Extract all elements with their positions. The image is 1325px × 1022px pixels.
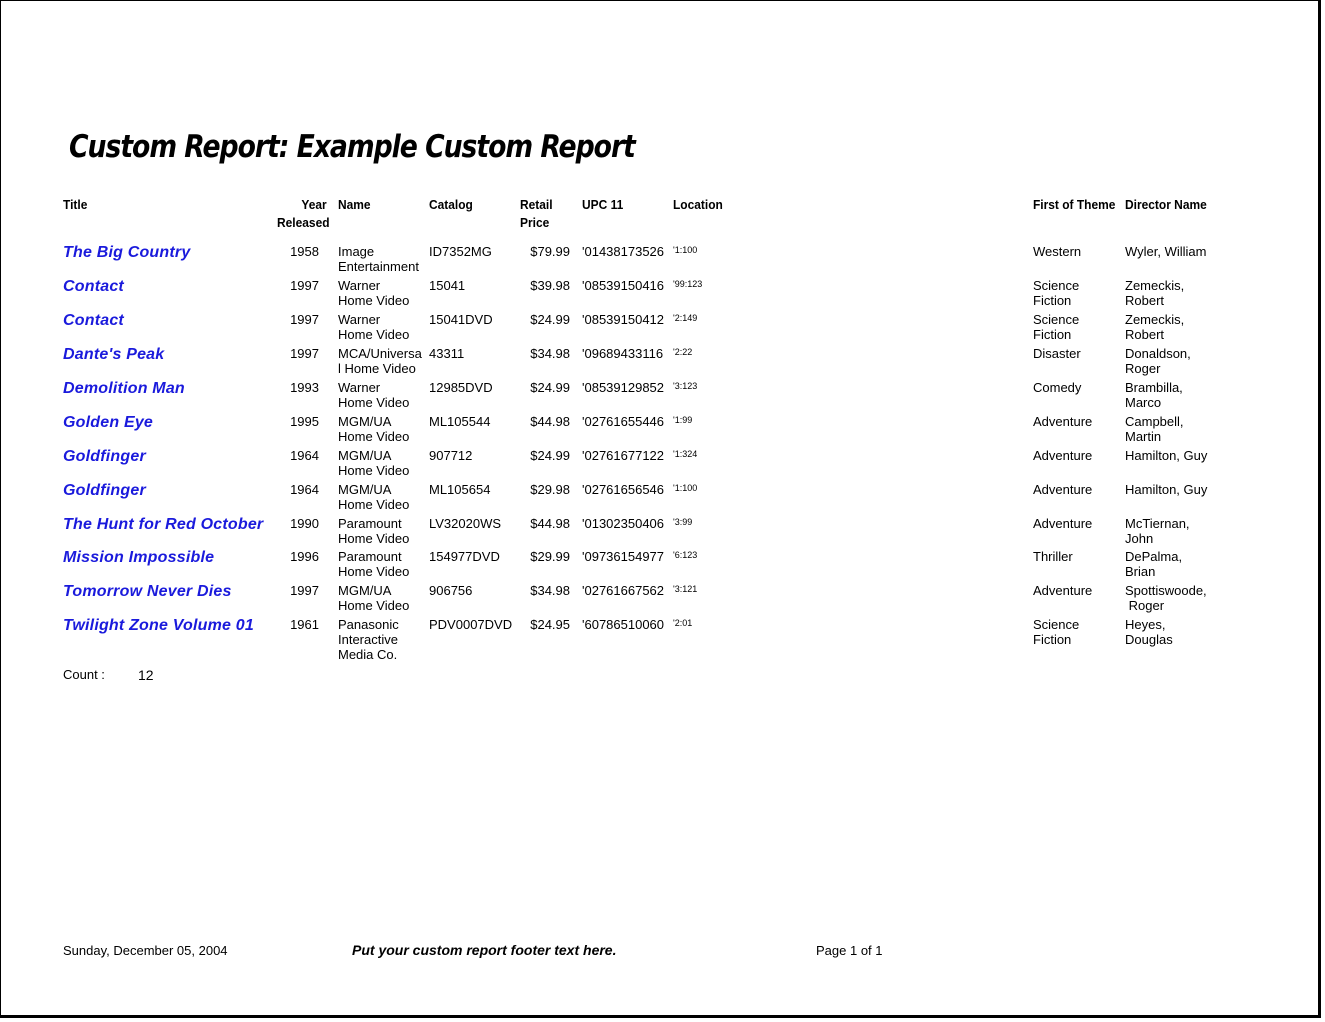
cell-catalog: 907712 — [429, 448, 473, 463]
cell-name: MGM/UA Home Video — [338, 414, 410, 444]
col-header-director: Director Name — [1125, 197, 1207, 212]
cell-name: Paramount Home Video — [338, 516, 410, 546]
col-header-year-line1: Year — [301, 197, 327, 212]
col-header-retail-price — [520, 196, 553, 232]
cell-price: $29.98 — [530, 482, 570, 497]
cell-director: Heyes, Douglas — [1125, 617, 1173, 647]
col-header-upc: UPC 11 — [582, 197, 624, 212]
cell-name: MGM/UA Home Video — [338, 583, 410, 613]
cell-upc: '08539129852 — [582, 380, 665, 395]
cell-theme: Science Fiction — [1033, 312, 1080, 342]
cell-theme: Adventure — [1033, 583, 1093, 598]
cell-name: MCA/Universa l Home Video — [338, 346, 422, 376]
cell-location: '3:123 — [673, 381, 698, 391]
cell-year: 1996 — [290, 549, 319, 564]
cell-location: '1:99 — [673, 415, 693, 425]
cell-catalog: 43311 — [429, 346, 465, 361]
count-label: Count : — [63, 667, 105, 682]
cell-name: MGM/UA Home Video — [338, 482, 410, 512]
cell-catalog: 906756 — [429, 583, 473, 598]
cell-theme: Adventure — [1033, 414, 1093, 429]
cell-title: Contact — [63, 278, 124, 295]
cell-director: Zemeckis, Robert — [1125, 278, 1185, 308]
cell-year: 1993 — [290, 380, 319, 395]
cell-catalog: ML105544 — [429, 414, 491, 429]
cell-name: Image Entertainment — [338, 244, 419, 274]
cell-title: The Hunt for Red October — [63, 516, 264, 533]
cell-theme: Disaster — [1033, 346, 1081, 361]
cell-theme: Western — [1033, 244, 1082, 259]
col-header-year-line2: Released — [277, 215, 330, 230]
cell-theme: Adventure — [1033, 448, 1093, 463]
cell-title: Mission Impossible — [63, 549, 215, 566]
count-value: 12 — [138, 667, 154, 683]
cell-name: Warner Home Video — [338, 278, 410, 308]
col-header-year — [277, 196, 330, 232]
cell-price: $39.98 — [530, 278, 570, 293]
cell-catalog: 15041 — [429, 278, 466, 293]
cell-price: $24.99 — [530, 380, 570, 395]
footer-date: Sunday, December 05, 2004 — [63, 943, 228, 958]
cell-location: '3:121 — [673, 584, 698, 594]
cell-year: 1990 — [290, 516, 319, 531]
cell-price: $34.98 — [530, 583, 570, 598]
cell-name: Paramount Home Video — [338, 549, 410, 579]
cell-upc: '08539150416 — [582, 278, 665, 293]
cell-name: Warner Home Video — [338, 380, 410, 410]
cell-upc: '60786510060 — [582, 617, 665, 632]
cell-name: MGM/UA Home Video — [338, 448, 410, 478]
cell-title: Goldfinger — [63, 482, 146, 499]
cell-theme: Adventure — [1033, 516, 1093, 531]
cell-catalog: 12985DVD — [429, 380, 493, 395]
cell-year: 1997 — [290, 312, 319, 327]
cell-year: 1995 — [290, 414, 319, 429]
cell-location: '1:100 — [673, 245, 698, 255]
cell-price: $24.99 — [530, 448, 570, 463]
cell-location: '99:123 — [673, 279, 703, 289]
col-header-name: Name — [338, 197, 371, 212]
col-header-retail-line1: Retail — [520, 197, 553, 212]
cell-catalog: ID7352MG — [429, 244, 492, 259]
cell-catalog: 15041DVD — [429, 312, 493, 327]
cell-year: 1997 — [290, 346, 319, 361]
cell-director: Campbell, Martin — [1125, 414, 1184, 444]
col-header-catalog: Catalog — [429, 197, 473, 212]
cell-upc: '01438173526 — [582, 244, 665, 259]
footer-text: Put your custom report footer text here. — [352, 942, 617, 958]
cell-year: 1961 — [290, 617, 319, 632]
cell-price: $34.98 — [530, 346, 570, 361]
cell-price: $24.95 — [530, 617, 570, 632]
cell-director: McTiernan, John — [1125, 516, 1190, 546]
cell-location: '6:123 — [673, 550, 698, 560]
cell-name: Panasonic Interactive Media Co. — [338, 617, 399, 662]
cell-catalog: ML105654 — [429, 482, 491, 497]
cell-director: DePalma, Brian — [1125, 549, 1183, 579]
cell-year: 1997 — [290, 583, 319, 598]
col-header-first-of-theme: First of Theme — [1033, 197, 1116, 212]
col-header-location: Location — [673, 197, 723, 212]
cell-location: '2:149 — [673, 313, 698, 323]
cell-theme: Science Fiction — [1033, 617, 1080, 647]
cell-upc: '02761667562 — [582, 583, 665, 598]
cell-location: '3:99 — [673, 517, 693, 527]
cell-year: 1958 — [290, 244, 319, 259]
cell-director: Zemeckis, Robert — [1125, 312, 1185, 342]
cell-upc: '09736154977 — [582, 549, 665, 564]
cell-year: 1964 — [290, 482, 319, 497]
cell-director: Hamilton, Guy — [1125, 448, 1208, 463]
cell-title: Contact — [63, 312, 124, 329]
cell-title: Dante's Peak — [63, 346, 165, 363]
cell-title: The Big Country — [63, 244, 191, 261]
cell-title: Goldfinger — [63, 448, 146, 465]
cell-price: $44.98 — [530, 516, 570, 531]
cell-year: 1964 — [290, 448, 319, 463]
cell-price: $24.99 — [530, 312, 570, 327]
cell-location: '2:22 — [673, 347, 693, 357]
col-header-title: Title — [63, 197, 88, 212]
cell-title: Golden Eye — [63, 414, 154, 431]
cell-name: Warner Home Video — [338, 312, 410, 342]
cell-upc: '02761677122 — [582, 448, 665, 463]
cell-title: Twilight Zone Volume 01 — [63, 617, 254, 634]
cell-upc: '02761655446 — [582, 414, 665, 429]
cell-location: '1:324 — [673, 449, 698, 459]
cell-theme: Thriller — [1033, 549, 1073, 564]
cell-director: Brambilla, Marco — [1125, 380, 1183, 410]
cell-upc: '08539150412 — [582, 312, 665, 327]
cell-director: Spottiswoode, Roger — [1125, 583, 1207, 613]
footer-page-number: Page 1 of 1 — [816, 943, 883, 958]
cell-director: Donaldson, Roger — [1125, 346, 1191, 376]
cell-price: $29.99 — [530, 549, 570, 564]
cell-upc: '09689433116 — [582, 346, 664, 361]
col-header-retail-line2: Price — [520, 215, 550, 230]
cell-catalog: PDV0007DVD — [429, 617, 513, 632]
cell-director: Hamilton, Guy — [1125, 482, 1208, 497]
cell-theme: Adventure — [1033, 482, 1093, 497]
cell-director: Wyler, William — [1125, 244, 1207, 259]
cell-location: '2:01 — [673, 618, 693, 628]
cell-year: 1997 — [290, 278, 319, 293]
cell-price: $79.99 — [530, 244, 570, 259]
cell-title: Tomorrow Never Dies — [63, 583, 232, 600]
cell-catalog: LV32020WS — [429, 516, 502, 531]
cell-catalog: 154977DVD — [429, 549, 500, 564]
cell-theme: Comedy — [1033, 380, 1082, 395]
report-title: Custom Report: Example Custom Report — [69, 129, 635, 165]
cell-upc: '01302350406 — [582, 516, 665, 531]
cell-upc: '02761656546 — [582, 482, 665, 497]
cell-theme: Science Fiction — [1033, 278, 1080, 308]
cell-title: Demolition Man — [63, 380, 185, 397]
cell-price: $44.98 — [530, 414, 570, 429]
cell-location: '1:100 — [673, 483, 698, 493]
